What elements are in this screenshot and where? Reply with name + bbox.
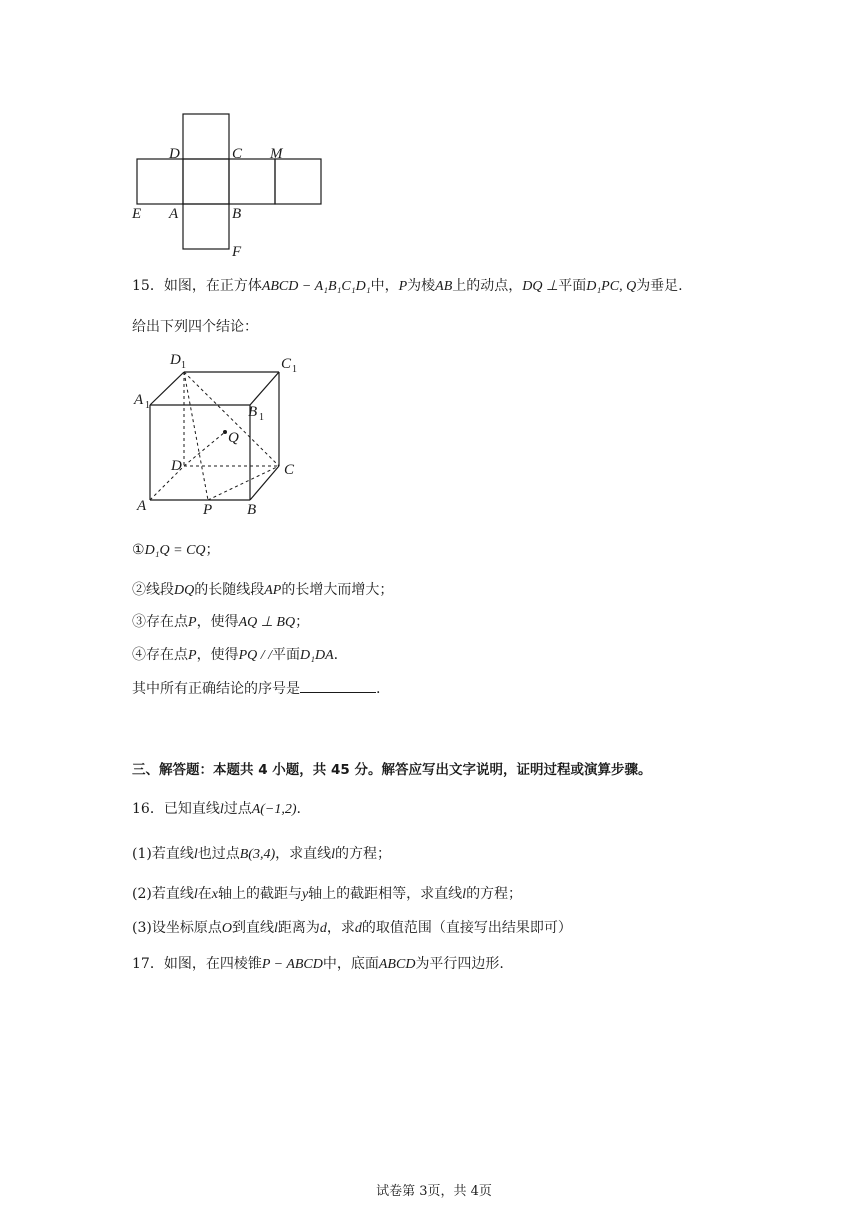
c2-ap: AP [264, 583, 282, 598]
cube-label-A1: A [134, 392, 144, 408]
q15-ab: AB [435, 279, 453, 294]
q16-p3-a: (3)设坐标原点 [132, 920, 222, 936]
cube-sub-B1: 1 [259, 412, 264, 423]
q17-line [132, 954, 504, 975]
q17-pyramid: P − ABCD [261, 957, 323, 972]
conclusion-2 [132, 580, 393, 601]
answer-line [132, 678, 380, 699]
c2-dq: DQ [174, 583, 195, 598]
cube-label-A: A [137, 498, 147, 514]
q15-p: P [398, 279, 408, 294]
q16-l: l [219, 802, 224, 817]
q16-p2-c: 轴上的截距与 [217, 886, 302, 902]
q16-head [132, 799, 301, 820]
cube-label-C: C [284, 462, 295, 478]
cube-sub-A1: 1 [145, 400, 150, 411]
cube-label-P: P [203, 502, 213, 518]
net-label-B: B [232, 206, 242, 222]
section3-title: 三、解答题：本题共 4 小题，共 45 分。解答应写出文字说明，证明过程或演算步骤。 [132, 762, 652, 778]
cube-label-D1: D [170, 352, 181, 368]
c3-b: ，使得 [196, 614, 239, 630]
q16-p3-b: 到直线 [231, 920, 274, 936]
cube-label-B: B [247, 502, 257, 518]
answer-blank[interactable] [300, 678, 376, 693]
q17-b: 中，底面 [322, 956, 379, 972]
q16-part1 [132, 844, 391, 865]
q16-p2-l2: l [462, 887, 467, 902]
q16-p1-b: 也过点 [197, 846, 240, 862]
q16-p3-l: l [273, 921, 278, 936]
conclusion-3 [132, 612, 309, 633]
q16-p2-y: y [301, 887, 309, 902]
net-face-right [229, 159, 275, 204]
q16-p2-l: l [193, 887, 198, 902]
c4-a: ④存在点 [132, 647, 188, 663]
q15-text-b: 中， [370, 278, 399, 294]
q15-text-a: 如图，在正方体 [163, 278, 262, 294]
c4-b: ，使得 [196, 647, 239, 663]
q17-base: ABCD [378, 957, 416, 972]
q15-line2: 给出下列四个结论： [132, 319, 258, 335]
q16-part3 [132, 918, 572, 939]
q16-head-end: . [296, 801, 301, 817]
c4-p: P [188, 648, 197, 663]
c2-a: ②线段 [132, 582, 174, 598]
net-face-top [183, 114, 229, 159]
q16-p1-c: ，求直线 [275, 846, 332, 862]
net-label-F: F [232, 244, 242, 260]
cube-label-Q: Q [228, 430, 239, 446]
q16-p2-d: 轴上的截距相等，求直线 [308, 886, 463, 902]
q16-p2-a: (2)若直线 [132, 886, 194, 902]
net-label-E: E [132, 206, 142, 222]
conclusion-4 [132, 645, 338, 666]
q16-p2-e: 的方程； [466, 886, 523, 902]
net-label-C: C [232, 146, 243, 162]
q15-plane-q: D₁PC, Q [586, 279, 637, 294]
answer-end: . [376, 681, 381, 697]
net-label-M: M [270, 146, 283, 162]
net-label-A: A [169, 206, 179, 222]
answer-prompt: 其中所有正确结论的序号是 [132, 681, 300, 697]
q16-p1-l2: l [331, 847, 336, 862]
c4-end: . [333, 647, 339, 663]
q15-line1 [132, 276, 683, 297]
net-face-far-right [275, 159, 321, 204]
q16-p1-d: 的方程； [335, 846, 392, 862]
q15-text-f: 为垂足. [636, 278, 683, 294]
q16-p3-f: 的取值范围（直接写出结果即可） [361, 920, 572, 936]
c4-plane: D₁DA [300, 648, 334, 663]
net-face-left [137, 159, 183, 204]
cube-net-figure [128, 110, 328, 260]
net-label-D: D [169, 146, 180, 162]
net-face-center [183, 159, 229, 204]
q15-number: 15． [132, 278, 164, 294]
q15-text-e: 平面 [558, 278, 587, 294]
q16-p1-point: B(3,4) [239, 847, 276, 862]
q15-text-d: 上的动点， [452, 278, 523, 294]
c3-a: ③存在点 [132, 614, 188, 630]
point-Q-dot [223, 430, 227, 434]
c1-end: ； [205, 542, 220, 558]
c3-end: ； [295, 614, 310, 630]
q15-text-c: 为棱 [407, 278, 436, 294]
cube-label-D: D [171, 458, 182, 474]
c3-math: AQ ⊥ BQ [238, 615, 296, 630]
q15-cube-name: ABCD − A₁B₁C₁D₁ [261, 279, 371, 294]
q15-dq-perp: DQ ⊥ [522, 279, 559, 294]
q16-p3-e: ，求 [326, 920, 355, 936]
c2-c: 的长增大而增大； [281, 582, 394, 598]
q16-p3-o: O [221, 921, 232, 936]
q16-head-b: 过点 [223, 801, 252, 817]
cube-sub-C1: 1 [292, 364, 297, 375]
page-footer: 试卷第 3页，共 4页 [376, 1184, 492, 1199]
net-face-bottom [183, 204, 229, 249]
q16-p3-c: 距离为 [277, 920, 320, 936]
q16-part2 [132, 884, 522, 905]
c3-p: P [188, 615, 197, 630]
c4-c: 平面 [272, 647, 301, 663]
cube-figure [128, 348, 318, 520]
c2-b: 的长随线段 [194, 582, 265, 598]
conclusion-1 [132, 540, 220, 561]
q16-p2-b: 在 [197, 886, 212, 902]
c1-math: D₁Q = CQ [144, 543, 206, 558]
q16-p3-d2: d [354, 921, 362, 936]
q16-p3-d: d [319, 921, 327, 936]
cube-label-C1: C [281, 356, 292, 372]
q16-p1-l: l [193, 847, 198, 862]
q16-p1-a: (1)若直线 [132, 846, 194, 862]
cube-label-B1: B [248, 404, 258, 420]
q16-p2-x: x [211, 887, 218, 902]
q16-head-a: 16．已知直线 [132, 801, 220, 817]
q16-point-a: A(−1,2) [251, 802, 297, 817]
q17-a: 17．如图，在四棱锥 [132, 956, 262, 972]
q17-c: 为平行四边形. [415, 956, 504, 972]
c1-mark: ① [132, 542, 145, 558]
c4-math: PQ / / [238, 648, 273, 663]
cube-sub-D1: 1 [181, 360, 186, 371]
